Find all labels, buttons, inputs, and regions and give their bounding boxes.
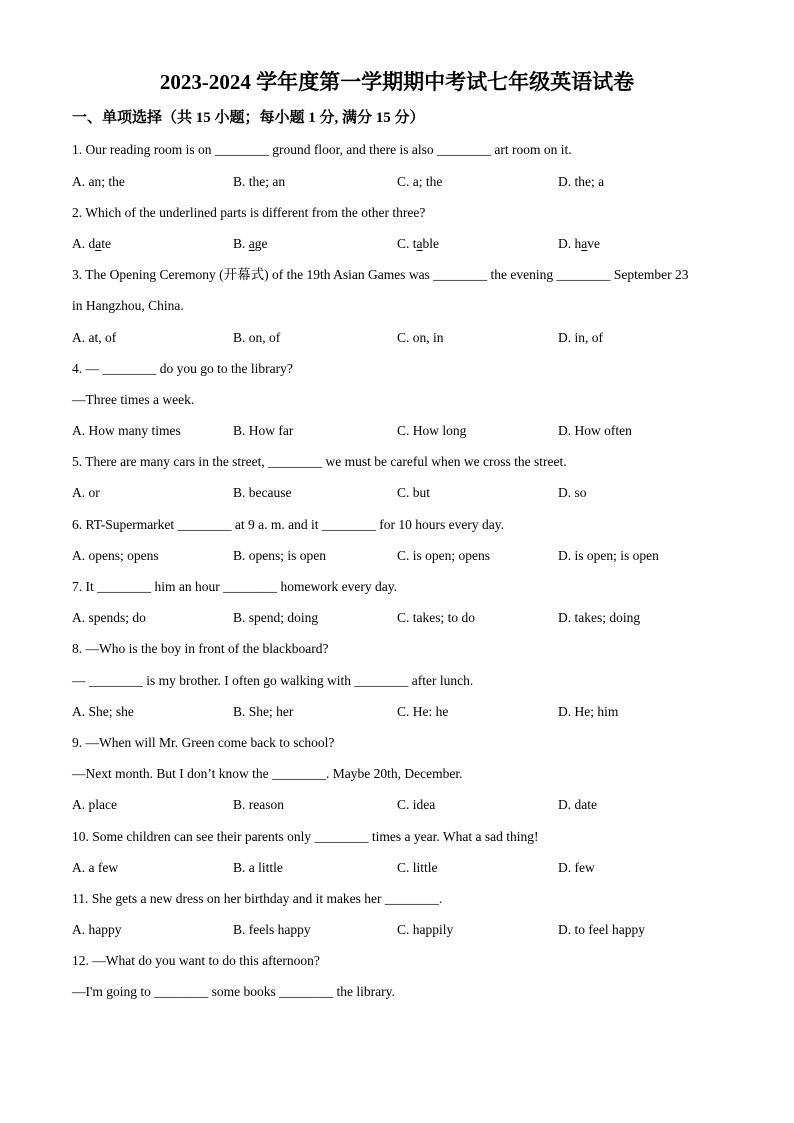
question-6-stem: 6. RT-Supermarket ________ at 9 a. m. and it ________ for 10 hours every day. bbox=[72, 516, 504, 532]
section-heading: 一、单项选择（共 15 小题；每小题 1 分, 满分 15 分） bbox=[72, 110, 425, 126]
question-9-stem: 9. —When will Mr. Green come back to school? bbox=[72, 734, 335, 750]
question-9-option-b: B. reason bbox=[233, 797, 284, 813]
question-12-reply: —I'm going to ________ some books ________ the library. bbox=[72, 984, 395, 1000]
question-9-option-d: D. date bbox=[558, 797, 597, 813]
question-10-stem: 10. Some children can see their parents only ________ times a year. What a sad thing! bbox=[72, 828, 539, 844]
question-7-option-d: D. takes; doing bbox=[558, 610, 641, 626]
question-3-option-b: B. on, of bbox=[233, 329, 281, 345]
question-4-option-b: B. How far bbox=[233, 423, 294, 439]
question-9-options bbox=[72, 789, 772, 820]
question-3-option-d: D. in, of bbox=[558, 329, 603, 345]
question-8-option-d: D. He; him bbox=[558, 703, 619, 719]
question-3-stem: 3. The Opening Ceremony (开幕式) of the 19th Asian Games was ________ the evening ________ September 23 bbox=[72, 267, 689, 283]
question-11-options bbox=[72, 914, 772, 945]
question-8-reply: — ________ is my brother. I often go walking with ________ after lunch. bbox=[72, 672, 474, 688]
question-4-reply: —Three times a week. bbox=[72, 391, 195, 407]
question-8-stem: 8. —Who is the boy in front of the blackboard? bbox=[72, 641, 329, 657]
question-2-option-a: A. date bbox=[72, 235, 111, 251]
question-8-options bbox=[72, 696, 772, 727]
question-8-option-a: A. She; she bbox=[72, 703, 134, 719]
question-7-stem: 7. It ________ him an hour ________ homework every day. bbox=[72, 579, 397, 595]
question-4-option-c: C. How long bbox=[397, 423, 467, 439]
question-7-options bbox=[72, 602, 772, 633]
question-11-option-a: A. happy bbox=[72, 922, 122, 938]
question-4-option-d: D. How often bbox=[558, 423, 632, 439]
question-2-option-d: D. have bbox=[558, 235, 600, 251]
underlined-letter: a bbox=[248, 235, 255, 251]
question-1-option-c: C. a; the bbox=[397, 173, 443, 189]
question-2-options bbox=[72, 228, 772, 259]
question-7-option-b: B. spend; doing bbox=[233, 610, 319, 626]
question-1-stem: 1. Our reading room is on ________ ground floor, and there is also ________ art room on it. bbox=[72, 142, 572, 158]
question-2-stem: 2. Which of the underlined parts is different from the other three? bbox=[72, 204, 426, 220]
question-11-stem: 11. She gets a new dress on her birthday and it makes her ________. bbox=[72, 890, 443, 906]
question-10-option-c: C. little bbox=[397, 859, 438, 875]
question-11-option-c: C. happily bbox=[397, 922, 454, 938]
question-6-option-c: C. is open; opens bbox=[397, 547, 490, 563]
question-5-options bbox=[72, 477, 772, 508]
question-4-options bbox=[72, 415, 772, 446]
question-10-option-a: A. a few bbox=[72, 859, 119, 875]
question-9-option-c: C. idea bbox=[397, 797, 436, 813]
question-6-options bbox=[72, 540, 772, 571]
question-5-option-d: D. so bbox=[558, 485, 587, 501]
question-4-option-a: A. How many times bbox=[72, 423, 181, 439]
question-1-option-d: D. the; a bbox=[558, 173, 605, 189]
question-7-option-a: A. spends; do bbox=[72, 610, 146, 626]
question-9-option-a: A. place bbox=[72, 797, 117, 813]
exam-title: 2023-2024 学年度第一学期期中考试七年级英语试卷 bbox=[159, 70, 635, 94]
question-12-stem: 12. —What do you want to do this afternoon? bbox=[72, 953, 320, 969]
question-5-option-b: B. because bbox=[233, 485, 292, 501]
question-2-option-c: C. table bbox=[397, 235, 440, 251]
question-7-option-c: C. takes; to do bbox=[397, 610, 475, 626]
underlined-letter: a bbox=[95, 235, 102, 251]
question-8-option-c: C. He: he bbox=[397, 703, 449, 719]
question-10-option-b: B. a little bbox=[233, 859, 283, 875]
question-6-option-b: B. opens; is open bbox=[233, 547, 326, 563]
underlined-letter: a bbox=[416, 235, 423, 251]
question-5-option-c: C. but bbox=[397, 485, 431, 501]
question-11-option-d: D. to feel happy bbox=[558, 922, 645, 938]
question-3-option-a: A. at, of bbox=[72, 329, 117, 345]
question-9-reply: —Next month. But I don’t know the ________. Maybe 20th, December. bbox=[72, 766, 463, 782]
question-4-stem: 4. — ________ do you go to the library? bbox=[72, 360, 293, 376]
question-3-stem-continued: in Hangzhou, China. bbox=[72, 298, 184, 314]
question-10-options bbox=[72, 852, 772, 883]
question-5-option-a: A. or bbox=[72, 485, 100, 501]
question-3-options bbox=[72, 322, 772, 353]
question-1-option-a: A. an; the bbox=[72, 173, 125, 189]
underlined-letter: a bbox=[581, 235, 588, 251]
question-3-option-c: C. on, in bbox=[397, 329, 444, 345]
question-5-stem: 5. There are many cars in the street, ________ we must be careful when we cross the street. bbox=[72, 454, 567, 470]
question-11-option-b: B. feels happy bbox=[233, 922, 311, 938]
question-1-options bbox=[72, 166, 772, 197]
question-1-option-b: B. the; an bbox=[233, 173, 286, 189]
question-10-option-d: D. few bbox=[558, 859, 595, 875]
question-6-option-d: D. is open; is open bbox=[558, 547, 659, 563]
question-list bbox=[72, 134, 772, 1007]
question-2-option-b: B. age bbox=[233, 235, 268, 251]
question-8-option-b: B. She; her bbox=[233, 703, 294, 719]
question-6-option-a: A. opens; opens bbox=[72, 547, 159, 563]
